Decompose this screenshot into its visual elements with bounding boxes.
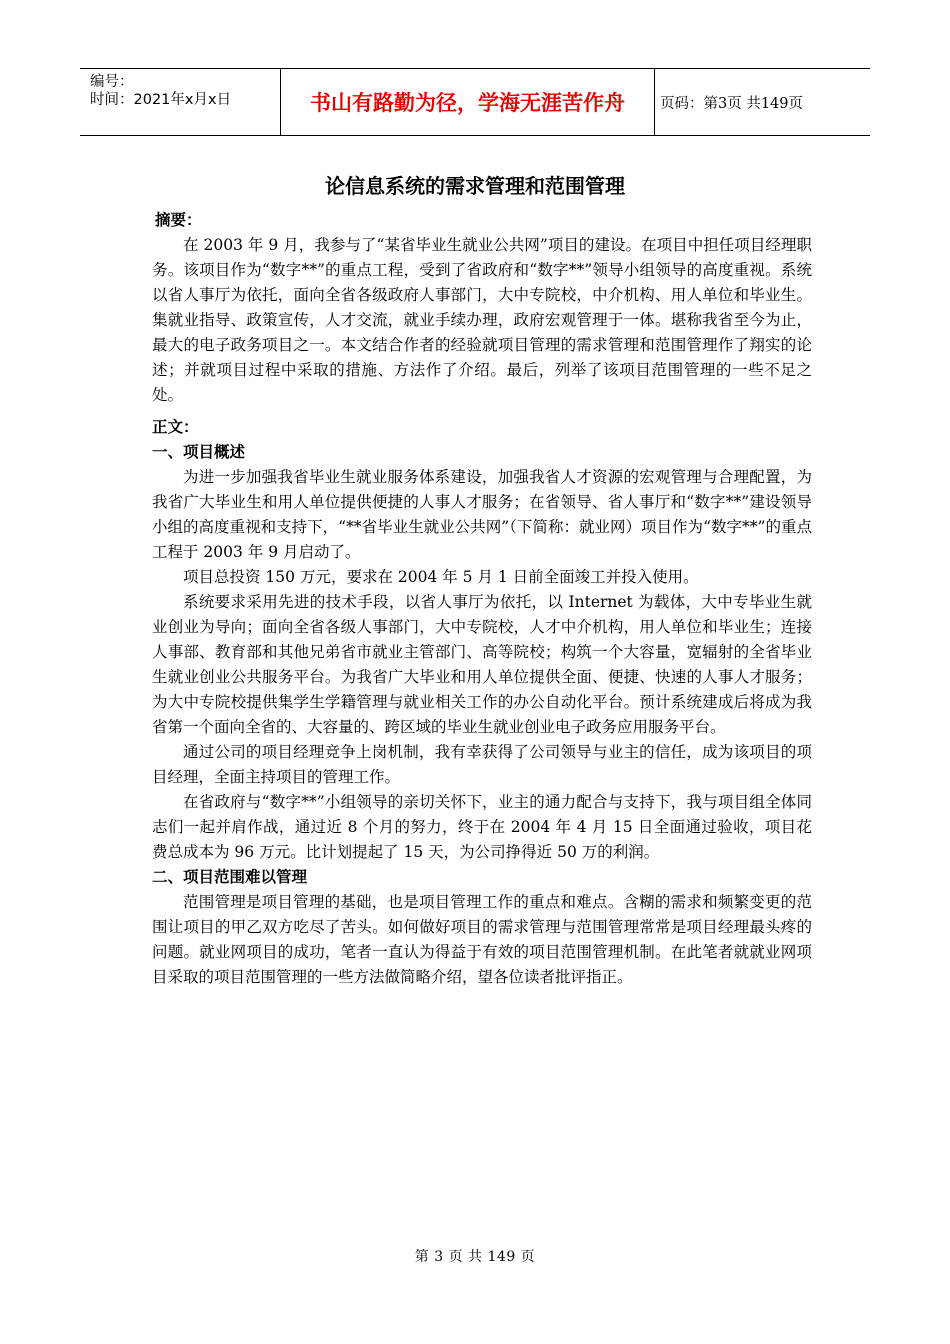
body-paragraph: 在省政府与“数字**”小组领导的亲切关怀下，业主的通力配合与支持下，我与项目组全体同志们一起并肩作战，通过近 8 个月的努力，终于在 2004 年 4 月 15 日全面通过验收，项目花费总成本为 96 万元。比计划提起了 15 天，为公司挣得近 50 万的利润。 bbox=[152, 793, 812, 861]
abstract-paragraph: 在 2003 年 9 月，我参与了“某省毕业生就业公共网”项目的建设。在项目中担任项目经理职务。该项目作为“数字**”的重点工程，受到了省政府和“数字**”领导小组领导的高度重视。系统以省人事厅为依托，面向全省各级政府人事部门，大中专院校，中介机构、用人单位和毕业生。集就业指导、政策宣传，人才交流，就业手续办理，政府宏观管理于一体。堪称我省至今为止，最大的电子政务项目之一。本文结合作者的经验就项目管理的需求管理和范围管理作了翔实的论述；并就项目过程中采取的措施、方法作了介绍。最后，列举了该项目范围管理的一些不足之处。 bbox=[152, 236, 812, 404]
section-heading-overview: 一、项目概述 bbox=[152, 443, 246, 461]
body-label: 正文： bbox=[152, 418, 199, 436]
page-header bbox=[80, 68, 870, 136]
document-number-label: 编号： bbox=[90, 74, 134, 90]
header-motto: 书山有路勤为径，学海无涯苦作舟 bbox=[281, 69, 655, 135]
body-paragraph: 项目总投资 150 万元，要求在 2004 年 5 月 1 日前全面竣工并投入使用。 bbox=[183, 568, 699, 586]
body-paragraph: 通过公司的项目经理竞争上岗机制，我有幸获得了公司领导与业主的信任，成为该项目的项目经理，全面主持项目的管理工作。 bbox=[152, 743, 812, 786]
document-body bbox=[152, 208, 812, 990]
header-left-cell bbox=[80, 69, 281, 135]
body-paragraph: 为进一步加强我省毕业生就业服务体系建设，加强我省人才资源的宏观管理与合理配置，为我省广大毕业生和用人单位提供便捷的人事人才服务；在省领导、省人事厅和“数字**”建设领导小组的高度重视和支持下，“**省毕业生就业公共网”（下简称：就业网）项目作为“数字**”的重点工程于 2003 年 9 月启动了。 bbox=[152, 468, 812, 561]
header-page-label: 页码：第3页 共149页 bbox=[660, 95, 804, 112]
body-paragraph: 系统要求采用先进的技术手段，以省人事厅为依托，以 Internet 为载体，大中专毕业生就业创业为导向；面向全省各级人事部门，大中专院校，人才中介机构，用人单位和毕业生；连接人事部、教育部和其他兄弟省市就业主管部门、高等院校；构筑一个大容量，宽辐射的全省毕业生就业创业公共服务平台。为我省广大毕业和用人单位提供全面、便捷、快速的人事人才服务；为大中专院校提供集学生学籍管理与就业相关工作的办公自动化平台。预计系统建成后将成为我省第一个面向全省的、大容量的、跨区域的毕业生就业创业电子政务应用服务平台。 bbox=[152, 593, 812, 736]
section-heading-scope: 二、项目范围难以管理 bbox=[152, 868, 308, 886]
document-title: 论信息系统的需求管理和范围管理 bbox=[325, 174, 625, 198]
body-paragraph: 范围管理是项目管理的基础，也是项目管理工作的重点和难点。含糊的需求和频繁变更的范围让项目的甲乙双方吃尽了苦头。如何做好项目的需求管理与范围管理常常是项目经理最头疼的问题。就业网项目的成功，笔者一直认为得益于有效的项目范围管理机制。在此笔者就就业网项目采取的项目范围管理的一些方法做简略介绍，望各位读者批评指正。 bbox=[152, 893, 812, 986]
document-time-label: 时间：2021年x月x日 bbox=[90, 92, 232, 108]
page-footer: 第 3 页 共 149 页 bbox=[414, 1249, 536, 1265]
abstract-label: 摘要： bbox=[155, 211, 202, 229]
